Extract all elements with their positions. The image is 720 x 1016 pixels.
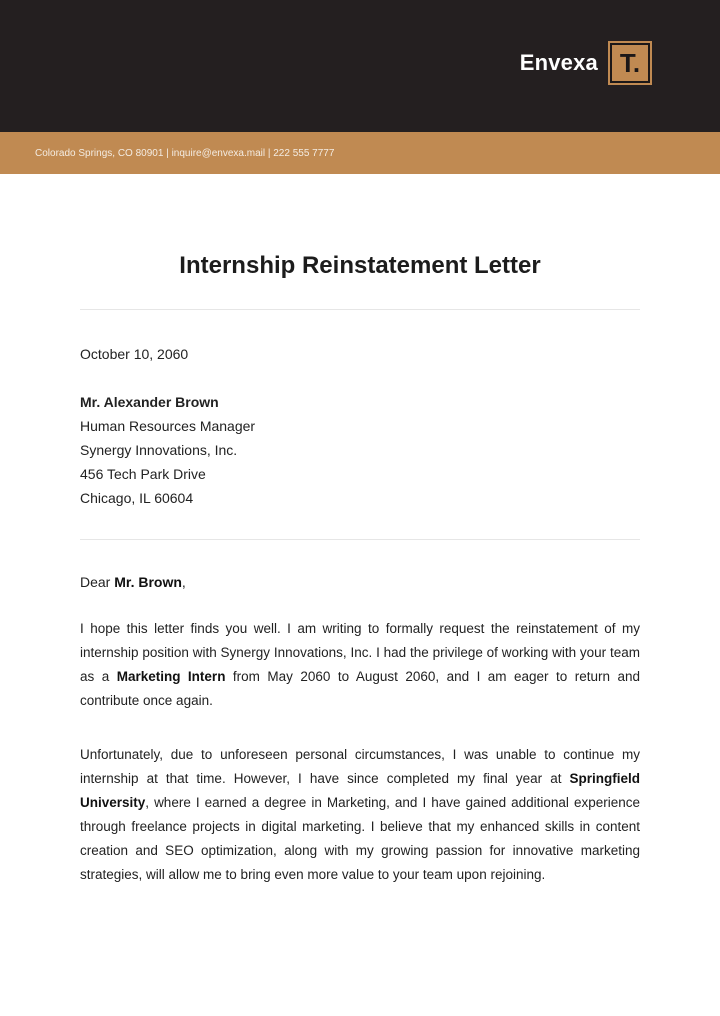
paragraph-text: from May 2060 to August 2060, and I am eager to return and contribute once again. xyxy=(80,669,640,708)
letter-title: Internship Reinstatement Letter xyxy=(179,252,541,279)
salutation xyxy=(80,570,640,594)
paragraph-text: , where I earned a degree in Marketing, and I have gained additional experience through freelance projects in digital marketing. I believe that my enhanced skills in content creation and SEO optimization, along with my growing passion for innovative marketing strategies, will allow me to bring even more value to your team upon rejoining. xyxy=(80,795,640,882)
recipient-name: Mr. Alexander Brown xyxy=(80,394,219,410)
divider xyxy=(80,309,640,310)
logo-icon xyxy=(610,43,650,83)
contact-bar xyxy=(0,132,720,174)
body-paragraph-2 xyxy=(80,743,640,887)
body-paragraph-1 xyxy=(80,617,640,713)
brand-name: Envexa xyxy=(519,50,598,75)
paragraph-bold: Marketing Intern xyxy=(116,669,226,684)
logo-letter: T. xyxy=(619,48,641,78)
recipient-position: Human Resources Manager xyxy=(80,418,256,434)
recipient-company: Synergy Innovations, Inc. xyxy=(80,442,238,458)
recipient-city: Chicago, IL 60604 xyxy=(80,490,194,506)
paragraph-text: Unfortunately, due to unforeseen personal circumstances, I was unable to continue my internship at that time. However, I have since completed my final year at xyxy=(80,747,640,786)
recipient-street: 456 Tech Park Drive xyxy=(80,466,206,482)
salutation-prefix: Dear xyxy=(80,574,115,590)
salutation-suffix: , xyxy=(181,574,186,590)
contact-info: Colorado Springs, CO 80901 | inquire@envexa.mail | 222 555 7777 xyxy=(35,147,335,159)
letterhead-header xyxy=(0,0,720,132)
letter-body xyxy=(0,251,720,887)
divider xyxy=(80,539,640,540)
paragraph-bold: Springfield University xyxy=(80,771,640,810)
salutation-name: Mr. Brown xyxy=(114,574,182,590)
paragraph-text: I hope this letter finds you well. I am writing to formally request the reinstatement of my internship position with Synergy Innovations, Inc. I had the privilege of working with your team as a xyxy=(80,621,640,684)
brand xyxy=(520,43,650,83)
letter-date: October 10, 2060 xyxy=(80,346,189,362)
recipient-block xyxy=(80,390,640,510)
